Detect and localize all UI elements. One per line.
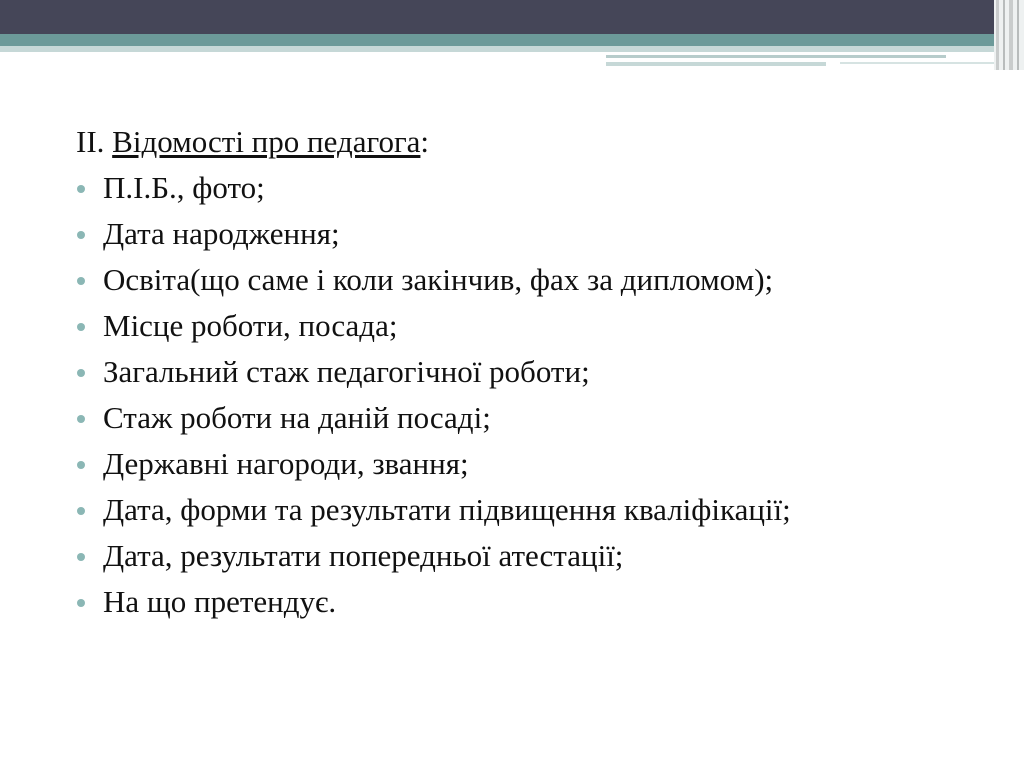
heading-prefix: II. [76,124,113,159]
bullet-icon [77,185,85,193]
bullet-icon [77,231,85,239]
header-accent-line [606,62,826,66]
vertical-bar [1003,0,1005,70]
list-item [76,492,956,528]
header-band-dark [0,0,1024,34]
bullet-icon [77,507,85,515]
bullet-icon [77,599,85,607]
header-vertical-bars [994,0,1024,70]
list-item [76,216,956,252]
list-item-text: Освіта(що саме і коли закінчив, фах за дипломом); [103,262,774,297]
header-accent-line [840,62,1000,64]
list-item-text: Дата, форми та результати підвищення кваліфікації; [103,492,791,527]
section-heading [76,124,956,160]
bullet-icon [77,369,85,377]
vertical-bar [1009,0,1013,70]
list-item-text: П.І.Б., фото; [103,170,265,205]
heading-suffix: : [420,124,430,159]
list-item [76,262,956,298]
list-item [76,584,956,620]
list-item-text: Дата, результати попередньої атестації; [103,538,624,573]
list-item-text: Місце роботи, посада; [103,308,398,343]
list-item [76,354,956,390]
list-item [76,170,956,206]
list-item [76,538,956,574]
list-item-text: Державні нагороди, звання; [103,446,469,481]
vertical-bar [996,0,999,70]
list-item [76,446,956,482]
header-band-light [0,46,1024,52]
header-accent-line [606,55,946,58]
list-item [76,400,956,436]
heading-title: Відомості про педагога [112,124,421,159]
list-item-text: На що претендує. [103,584,337,619]
list-item [76,308,956,344]
bullet-icon [77,323,85,331]
list-item-text: Стаж роботи на даній посаді; [103,400,491,435]
bullet-icon [77,553,85,561]
list-item-text: Дата народження; [103,216,340,251]
bullet-icon [77,461,85,469]
list-item-text: Загальний стаж педагогічної роботи; [103,354,590,389]
header-band-teal [0,34,1024,46]
bullet-icon [77,277,85,285]
bullet-icon [77,415,85,423]
slide-content [76,124,956,630]
vertical-bar [1017,0,1019,70]
bullet-list [76,170,956,620]
